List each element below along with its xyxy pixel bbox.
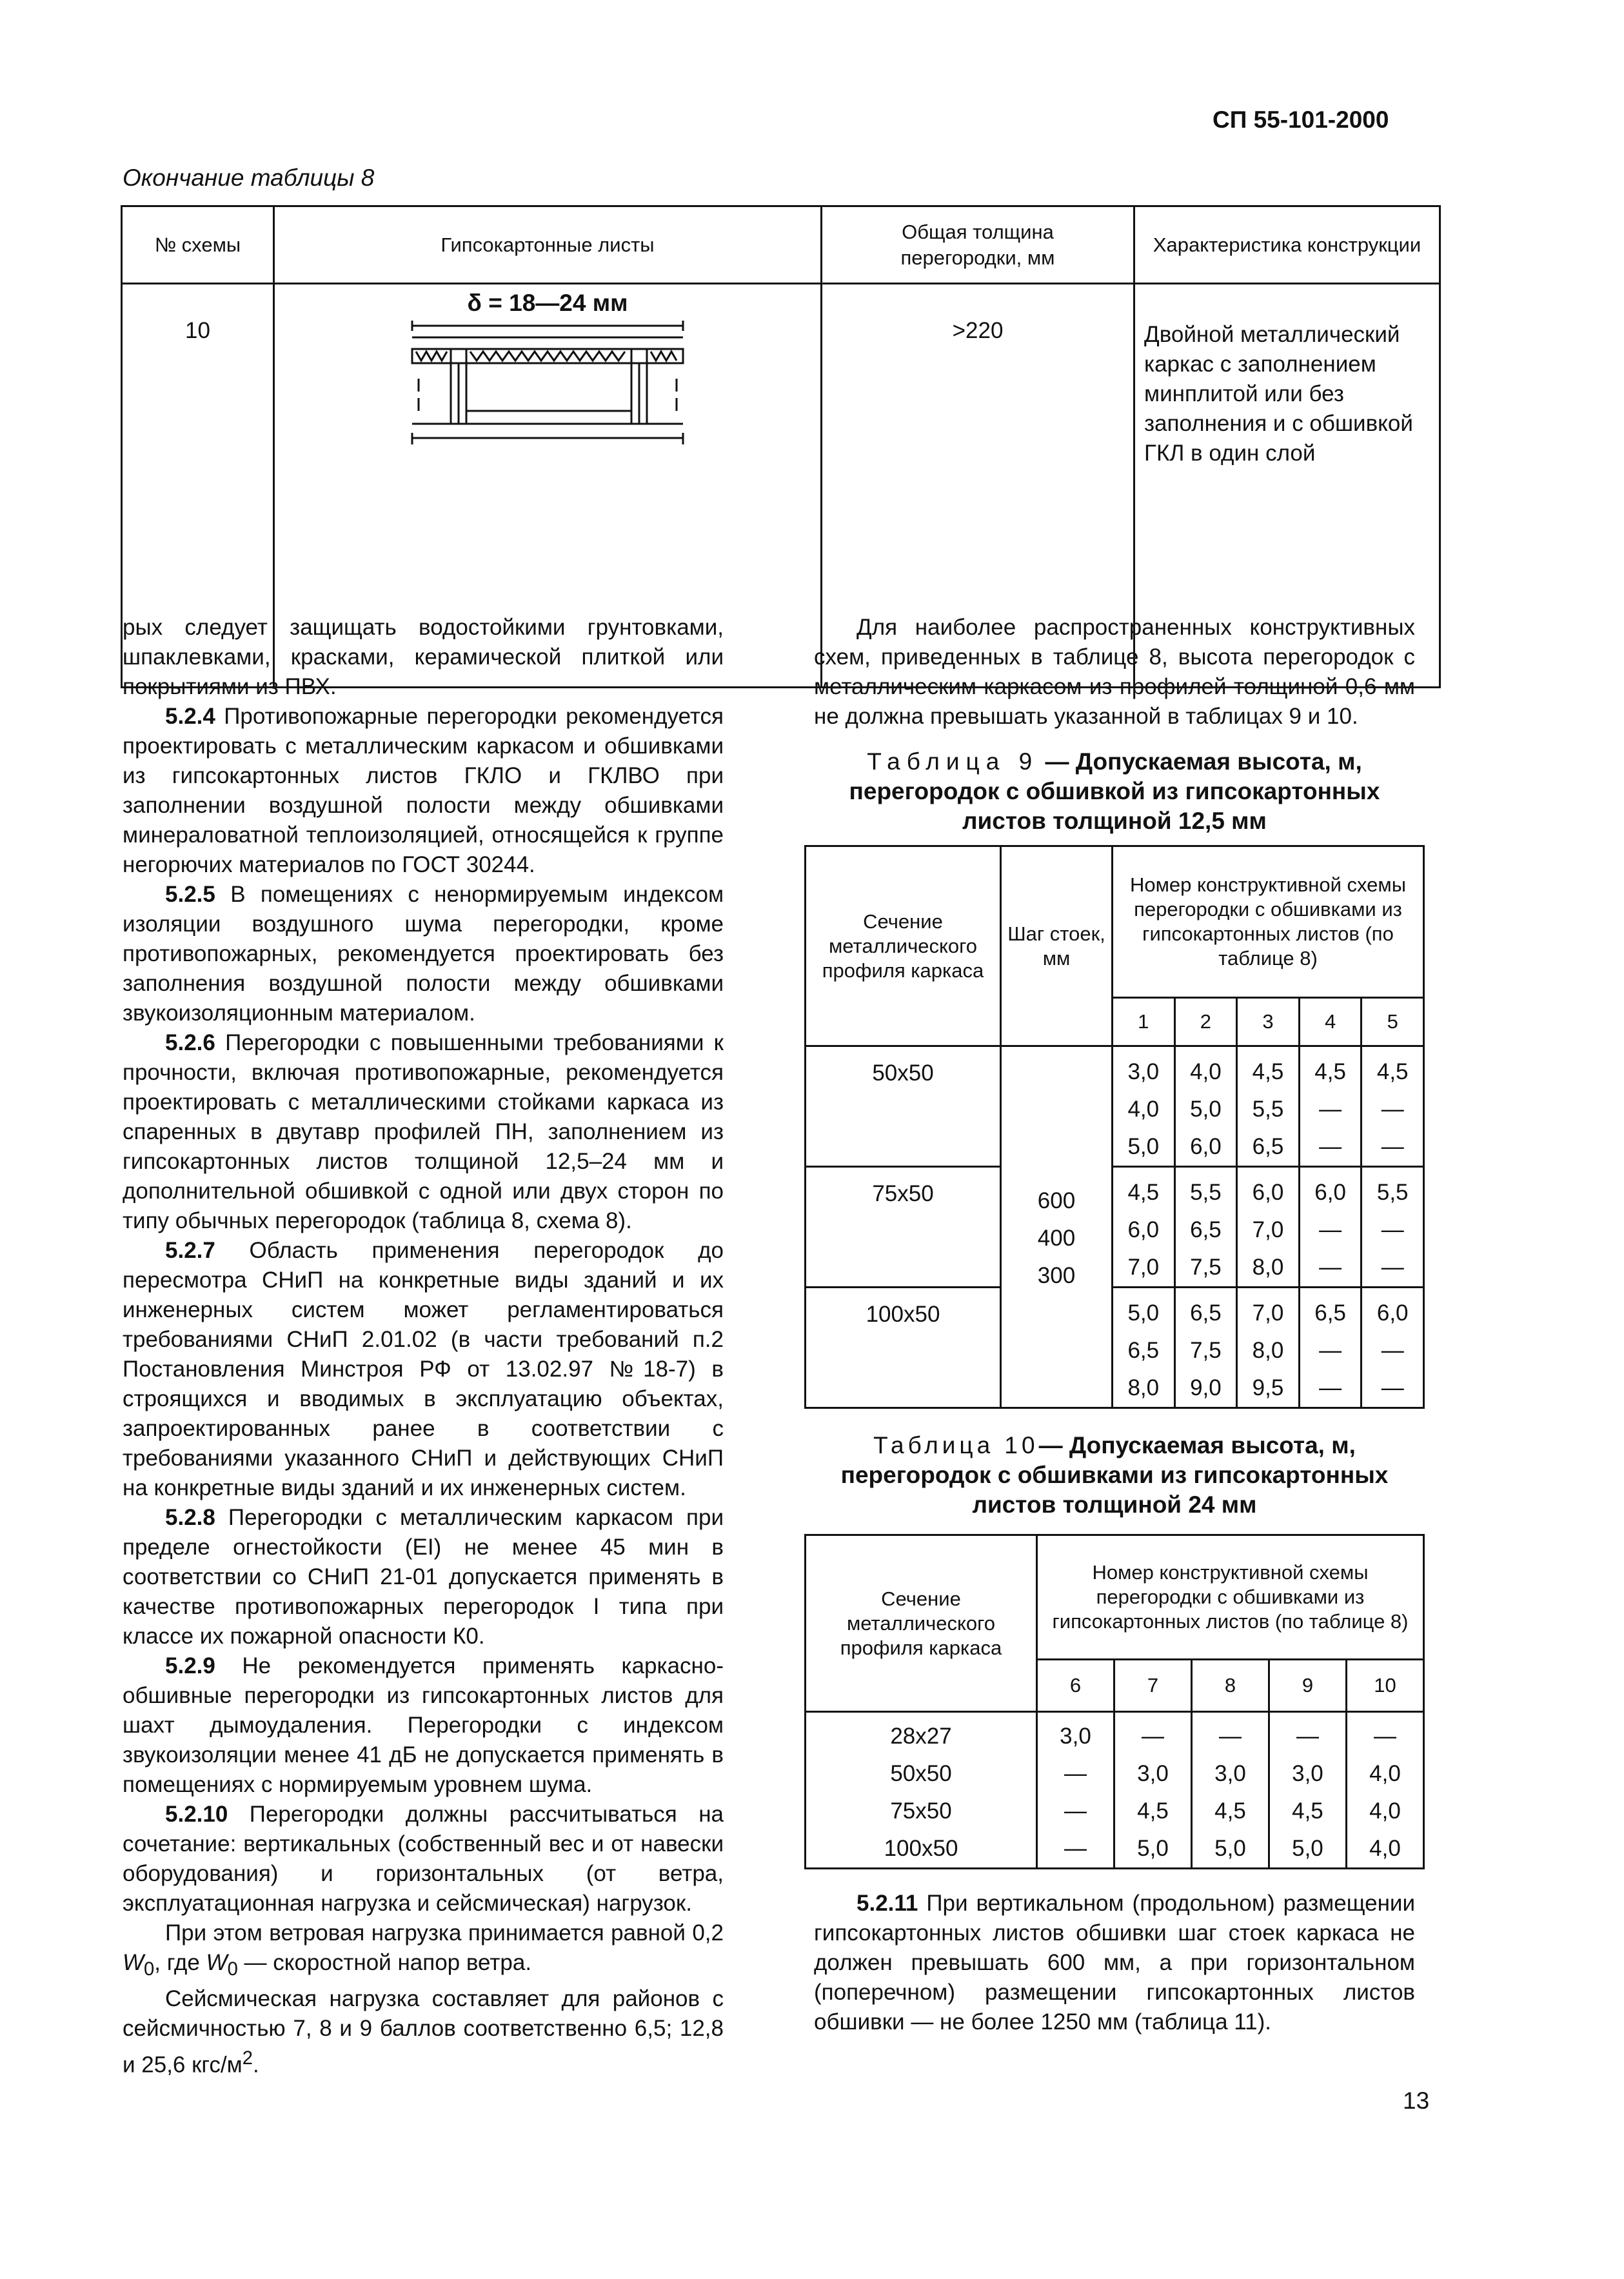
value: — (1381, 1255, 1404, 1280)
value: 9,0 (1190, 1375, 1222, 1400)
table9-section-cell: 100x50 (806, 1288, 1001, 1408)
table9-value-cell (1174, 1167, 1237, 1288)
value: — (1319, 1375, 1342, 1400)
paragraph-text: Область применения перегородок до пересмотра СНиП на конкретные виды зданий и их инженерных систем может регламентироваться требованиями СНиП 2.01.02 (в части требований п.2 Постановления Минстроя РФ от 13.02.97 №18-7) в строящихся и вводимых в эксплуатацию объектах, запроектированных ранее в соответствии с требованиями указанного СНиП и действующих СНиП на конкретные виды зданий и их инженерных систем. (123, 1238, 724, 1500)
table9-value-cell (1174, 1288, 1237, 1408)
table10-value-cell (1037, 1712, 1114, 1869)
table9-value-cell (1113, 1288, 1175, 1408)
table9-scheme-number: 5 (1362, 998, 1424, 1046)
table9-value-cell (1113, 1046, 1175, 1167)
table9-scheme-number: 2 (1174, 998, 1237, 1046)
value: 6,0 (1127, 1217, 1160, 1242)
value: — (1296, 1724, 1319, 1749)
value: — (1381, 1217, 1404, 1242)
table9-value-cell (1237, 1046, 1300, 1167)
table-row (806, 1046, 1424, 1167)
table9-value-cell (1362, 1167, 1424, 1288)
value: 50x50 (890, 1761, 952, 1786)
table9-label: Таблица 9 (867, 748, 1039, 775)
value: — (1319, 1217, 1342, 1242)
paragraph-5-2-4 (123, 702, 724, 880)
paragraph-5-2-10 (123, 1800, 724, 1918)
table9-section-cell: 50x50 (806, 1046, 1001, 1167)
table8-characteristic-cell: Двойной металлический каркас с заполнением минплитой или без заполнения и с обшивкой ГКЛ в один слой (1134, 284, 1440, 688)
table9-col-step: Шаг стоек, мм (1001, 846, 1113, 1046)
table10-scheme-number: 6 (1037, 1660, 1114, 1712)
value: — (1319, 1338, 1342, 1363)
value: — (1373, 1724, 1396, 1749)
paragraph-text: Не рекомендуется применять каркасно-обшивные перегородки из гипсокартонных листов для шахт дымоудаления. Перегородки с индексом звукоизоляции менее 41 дБ не допускается применять в помещениях с нормируемым уровнем шума. (123, 1653, 724, 1797)
table8-thickness-cell: >220 (822, 284, 1134, 688)
value: 8,0 (1252, 1255, 1284, 1280)
table8-header-row (122, 206, 1440, 284)
wind-text-1: При этом ветровая нагрузка принимается равной 0,2 (165, 1920, 724, 1946)
table10-section-cell (806, 1712, 1037, 1869)
value: 6,0 (1190, 1134, 1222, 1159)
value: 5,0 (1214, 1836, 1246, 1861)
document-code: СП 55-101-2000 (1213, 106, 1389, 133)
value: 4,5 (1376, 1059, 1409, 1084)
value: 5,5 (1376, 1180, 1409, 1205)
paragraph-text: Перегородки с повышенными требованиями к прочности, включая противопожарные, рекомендуется проектировать с металлическими стойками каркаса из спаренных в двутавр профилей ПН, заполнением из гипсокартонных листов толщиной 12,5–24 мм и дополнительной обшивкой с одной или двух сторон по типу обычных перегородок (таблица 8, схема 8). (123, 1030, 724, 1233)
paragraph-5-2-6 (123, 1028, 724, 1236)
value: — (1141, 1724, 1164, 1749)
paragraph-wind-load (123, 1918, 724, 1984)
table10-value-cell (1114, 1712, 1191, 1869)
table8-col-characteristic: Характеристика конструкции (1134, 206, 1440, 284)
paragraph-number: 5.2.7 (165, 1238, 215, 1263)
value: 5,0 (1190, 1097, 1222, 1122)
table-10 (804, 1534, 1425, 1869)
value: 5,5 (1252, 1097, 1284, 1122)
value: 7,5 (1190, 1338, 1222, 1363)
table9-scheme-number: 1 (1113, 998, 1175, 1046)
value: — (1319, 1255, 1342, 1280)
value: 4,5 (1252, 1059, 1284, 1084)
value: — (1381, 1375, 1404, 1400)
value: — (1381, 1097, 1404, 1122)
value: — (1064, 1798, 1087, 1824)
table8-caption: Окончание таблицы 8 (123, 164, 375, 191)
table-row (806, 1288, 1424, 1408)
table8-scheme-cell: 10 (122, 284, 274, 688)
paragraph-5-2-8 (123, 1503, 724, 1651)
value: 4,0 (1127, 1097, 1160, 1122)
value: 7,0 (1252, 1217, 1284, 1242)
seismic-text: Сейсмическая нагрузка составляет для районов с сейсмичностью 7, 8 и 9 баллов соответственно 6,5; 12,8 и 25,6 кгс/м (123, 1986, 724, 2078)
value: 7,0 (1252, 1300, 1284, 1326)
table10-value-cell (1269, 1712, 1346, 1869)
value: 5,0 (1137, 1836, 1169, 1861)
table9-value-cell (1299, 1288, 1362, 1408)
table10-label: Таблица 10 (873, 1432, 1039, 1458)
table10-value-cell (1346, 1712, 1423, 1869)
step-value: 400 (1037, 1226, 1076, 1251)
table8-col-thickness: Общая толщина перегородки, мм (822, 206, 1134, 284)
w-subscript: 0 (227, 1959, 238, 1980)
table10-col-section: Сечение металлического профиля каркаса (806, 1535, 1037, 1712)
w-symbol: W (206, 1950, 228, 1975)
seismic-end: . (252, 2052, 259, 2078)
table10-col-group: Номер конструктивной схемы перегородки с обшивками из гипсокартонных листов (по таблице 8) (1037, 1535, 1424, 1660)
value: — (1064, 1836, 1087, 1861)
value: — (1064, 1761, 1087, 1786)
value: 4,5 (1214, 1798, 1246, 1824)
table10-value-cell (1191, 1712, 1269, 1869)
value: 5,0 (1292, 1836, 1323, 1861)
value: 8,0 (1127, 1375, 1160, 1400)
wind-text-2: , где (154, 1950, 200, 1975)
table10-scheme-number: 10 (1346, 1660, 1423, 1712)
paragraph-continuation: рых следует защищать водостойкими грунтовками, шпаклевками, красками, керамической плиткой или покрытиями из ПВХ. (123, 615, 724, 699)
value: 4,0 (1369, 1836, 1401, 1861)
paragraph-5-2-9 (123, 1651, 724, 1800)
paragraph-5-2-5 (123, 880, 724, 1028)
table10-caption (814, 1431, 1415, 1520)
value: — (1218, 1724, 1242, 1749)
value: 4,5 (1127, 1180, 1160, 1205)
paragraph-5-2-11 (814, 1889, 1415, 2037)
value: 4,0 (1190, 1059, 1222, 1084)
value: 6,0 (1314, 1180, 1346, 1205)
table9-value-cell (1174, 1046, 1237, 1167)
table10-scheme-number: 7 (1114, 1660, 1191, 1712)
value: 5,0 (1127, 1300, 1160, 1326)
value: 3,0 (1292, 1761, 1323, 1786)
step-value: 600 (1037, 1188, 1076, 1213)
table9-value-cell (1299, 1167, 1362, 1288)
value: 6,0 (1252, 1180, 1284, 1205)
table9-value-cell (1113, 1167, 1175, 1288)
value: 4,0 (1369, 1761, 1401, 1786)
table9-scheme-number: 4 (1299, 998, 1362, 1046)
value: — (1319, 1097, 1342, 1122)
step-values (1002, 1182, 1111, 1295)
paragraph-number: 5.2.10 (165, 1802, 228, 1827)
value: 4,5 (1292, 1798, 1323, 1824)
table9-caption (814, 747, 1415, 836)
step-value: 300 (1037, 1263, 1076, 1288)
value: 4,5 (1137, 1798, 1169, 1824)
value: 4,5 (1314, 1059, 1346, 1084)
value: — (1381, 1134, 1404, 1159)
value: 3,0 (1137, 1761, 1169, 1786)
table9-section-cell: 75x50 (806, 1167, 1001, 1288)
value: — (1319, 1134, 1342, 1159)
value: 6,5 (1314, 1300, 1346, 1326)
paragraph-number: 5.2.4 (165, 704, 215, 729)
table9-value-cell (1362, 1046, 1424, 1167)
value: 5,0 (1127, 1134, 1160, 1159)
table9-value-cell (1237, 1167, 1300, 1288)
value: 6,5 (1127, 1338, 1160, 1363)
partition-scheme-drawing (399, 321, 696, 456)
paragraph-number: 5.2.9 (165, 1653, 215, 1678)
value: 3,0 (1060, 1724, 1091, 1749)
value: 3,0 (1127, 1059, 1160, 1084)
paragraph-text: Перегородки с металлическим каркасом при пределе огнестойкости (EI) не менее 45 мин в соответствии со СНиП 21-01 допускается применять в качестве противопожарных перегородок I типа при классе их пожарной опасности К0. (123, 1505, 724, 1649)
w-symbol: W (123, 1950, 144, 1975)
table8-col-scheme: № схемы (122, 206, 274, 284)
table10-title: — Допускаемая высота, м, перегородок с обшивками из гипсокартонных листов толщиной 24 мм (840, 1432, 1389, 1518)
value: 100x50 (884, 1836, 958, 1861)
left-column (123, 613, 724, 2080)
value: 7,0 (1127, 1255, 1160, 1280)
paragraph-number: 5.2.11 (857, 1891, 918, 1916)
paragraph-number: 5.2.6 (165, 1030, 215, 1055)
value: 75x50 (890, 1798, 952, 1824)
value: — (1381, 1338, 1404, 1363)
paragraph-text: Противопожарные перегородки рекомендуется проектировать с металлическим каркасом и обшивками из гипсокартонных листов ГКЛО и ГКЛВО при заполнении воздушной полости между обшивками минераловатной теплоизоляцией, относящейся к группе негорючих материалов по ГОСТ 30244. (123, 704, 724, 877)
value: 3,0 (1214, 1761, 1246, 1786)
table-9 (804, 845, 1425, 1409)
page-number: 13 (1403, 2087, 1430, 2114)
wind-text-3: — скоростной напор ветра. (244, 1950, 532, 1975)
table9-header-row (806, 846, 1424, 998)
right-column (814, 613, 1415, 2037)
table9-col-section: Сечение металлического профиля каркаса (806, 846, 1001, 1046)
value: 6,5 (1252, 1134, 1284, 1159)
value: 28x27 (890, 1724, 952, 1749)
value: 9,5 (1252, 1375, 1284, 1400)
paragraph-number: 5.2.5 (165, 882, 215, 907)
table10-scheme-number: 8 (1191, 1660, 1269, 1712)
paragraph-text: В помещениях с ненормируемым индексом изоляции воздушного шума перегородки, кроме противопожарных, рекомендуется проектировать без заполнения воздушной полости между обшивками звукоизоляционным материалом. (123, 882, 724, 1026)
table-row (806, 1167, 1424, 1288)
table9-value-cell (1237, 1288, 1300, 1408)
table9-step-cell (1001, 1046, 1113, 1408)
paragraph-number: 5.2.8 (165, 1505, 215, 1530)
table9-title: — Допускаемая высота, м, перегородок с обшивкой из гипсокартонных листов толщиной 12,5 мм (849, 748, 1380, 834)
value: 6,0 (1376, 1300, 1409, 1326)
paragraph-text: Перегородки должны рассчитываться на сочетание: вертикальных (собственный вес и от навески оборудования) и горизонтальных (от ветра, эксплуатационная нагрузка и сейсмическая) нагрузок. (123, 1802, 724, 1916)
table9-value-cell (1362, 1288, 1424, 1408)
w-subscript: 0 (144, 1959, 155, 1980)
value: 8,0 (1252, 1338, 1284, 1363)
delta-label: δ = 18—24 мм (467, 290, 628, 316)
table8-col-sheets: Гипсокартонные листы (274, 206, 822, 284)
table-row (806, 1712, 1424, 1869)
value: 5,5 (1190, 1180, 1222, 1205)
paragraph-text: При вертикальном (продольном) размещении гипсокартонных листов обшивки шаг стоек каркаса не должен превышать 600 мм, а при горизонтальном (поперечном) размещении гипсокартонных листов обшивки — не более 1250 мм (таблица 11). (814, 1891, 1415, 2035)
seismic-superscript: 2 (242, 2048, 253, 2069)
table9-col-group: Номер конструктивной схемы перегородки с обшивками из гипсокартонных листов (по таблице 8) (1113, 846, 1424, 998)
value: 6,5 (1190, 1217, 1222, 1242)
table10-header-row (806, 1535, 1424, 1660)
paragraph-5-2-7 (123, 1236, 724, 1503)
value: 4,0 (1369, 1798, 1401, 1824)
value: 6,5 (1190, 1300, 1222, 1326)
table9-scheme-number: 3 (1237, 998, 1300, 1046)
table10-scheme-number: 9 (1269, 1660, 1346, 1712)
value: 7,5 (1190, 1255, 1222, 1280)
paragraph-seismic-load (123, 1984, 724, 2080)
table9-value-cell (1299, 1046, 1362, 1167)
paragraph-intro: Для наиболее распространенных конструктивных схем, приведенных в таблице 8, высота перегородок с металлическим каркасом из профилей толщиной 0,6 мм не должна превышать указанной в таблицах 9 и 10. (814, 615, 1415, 729)
